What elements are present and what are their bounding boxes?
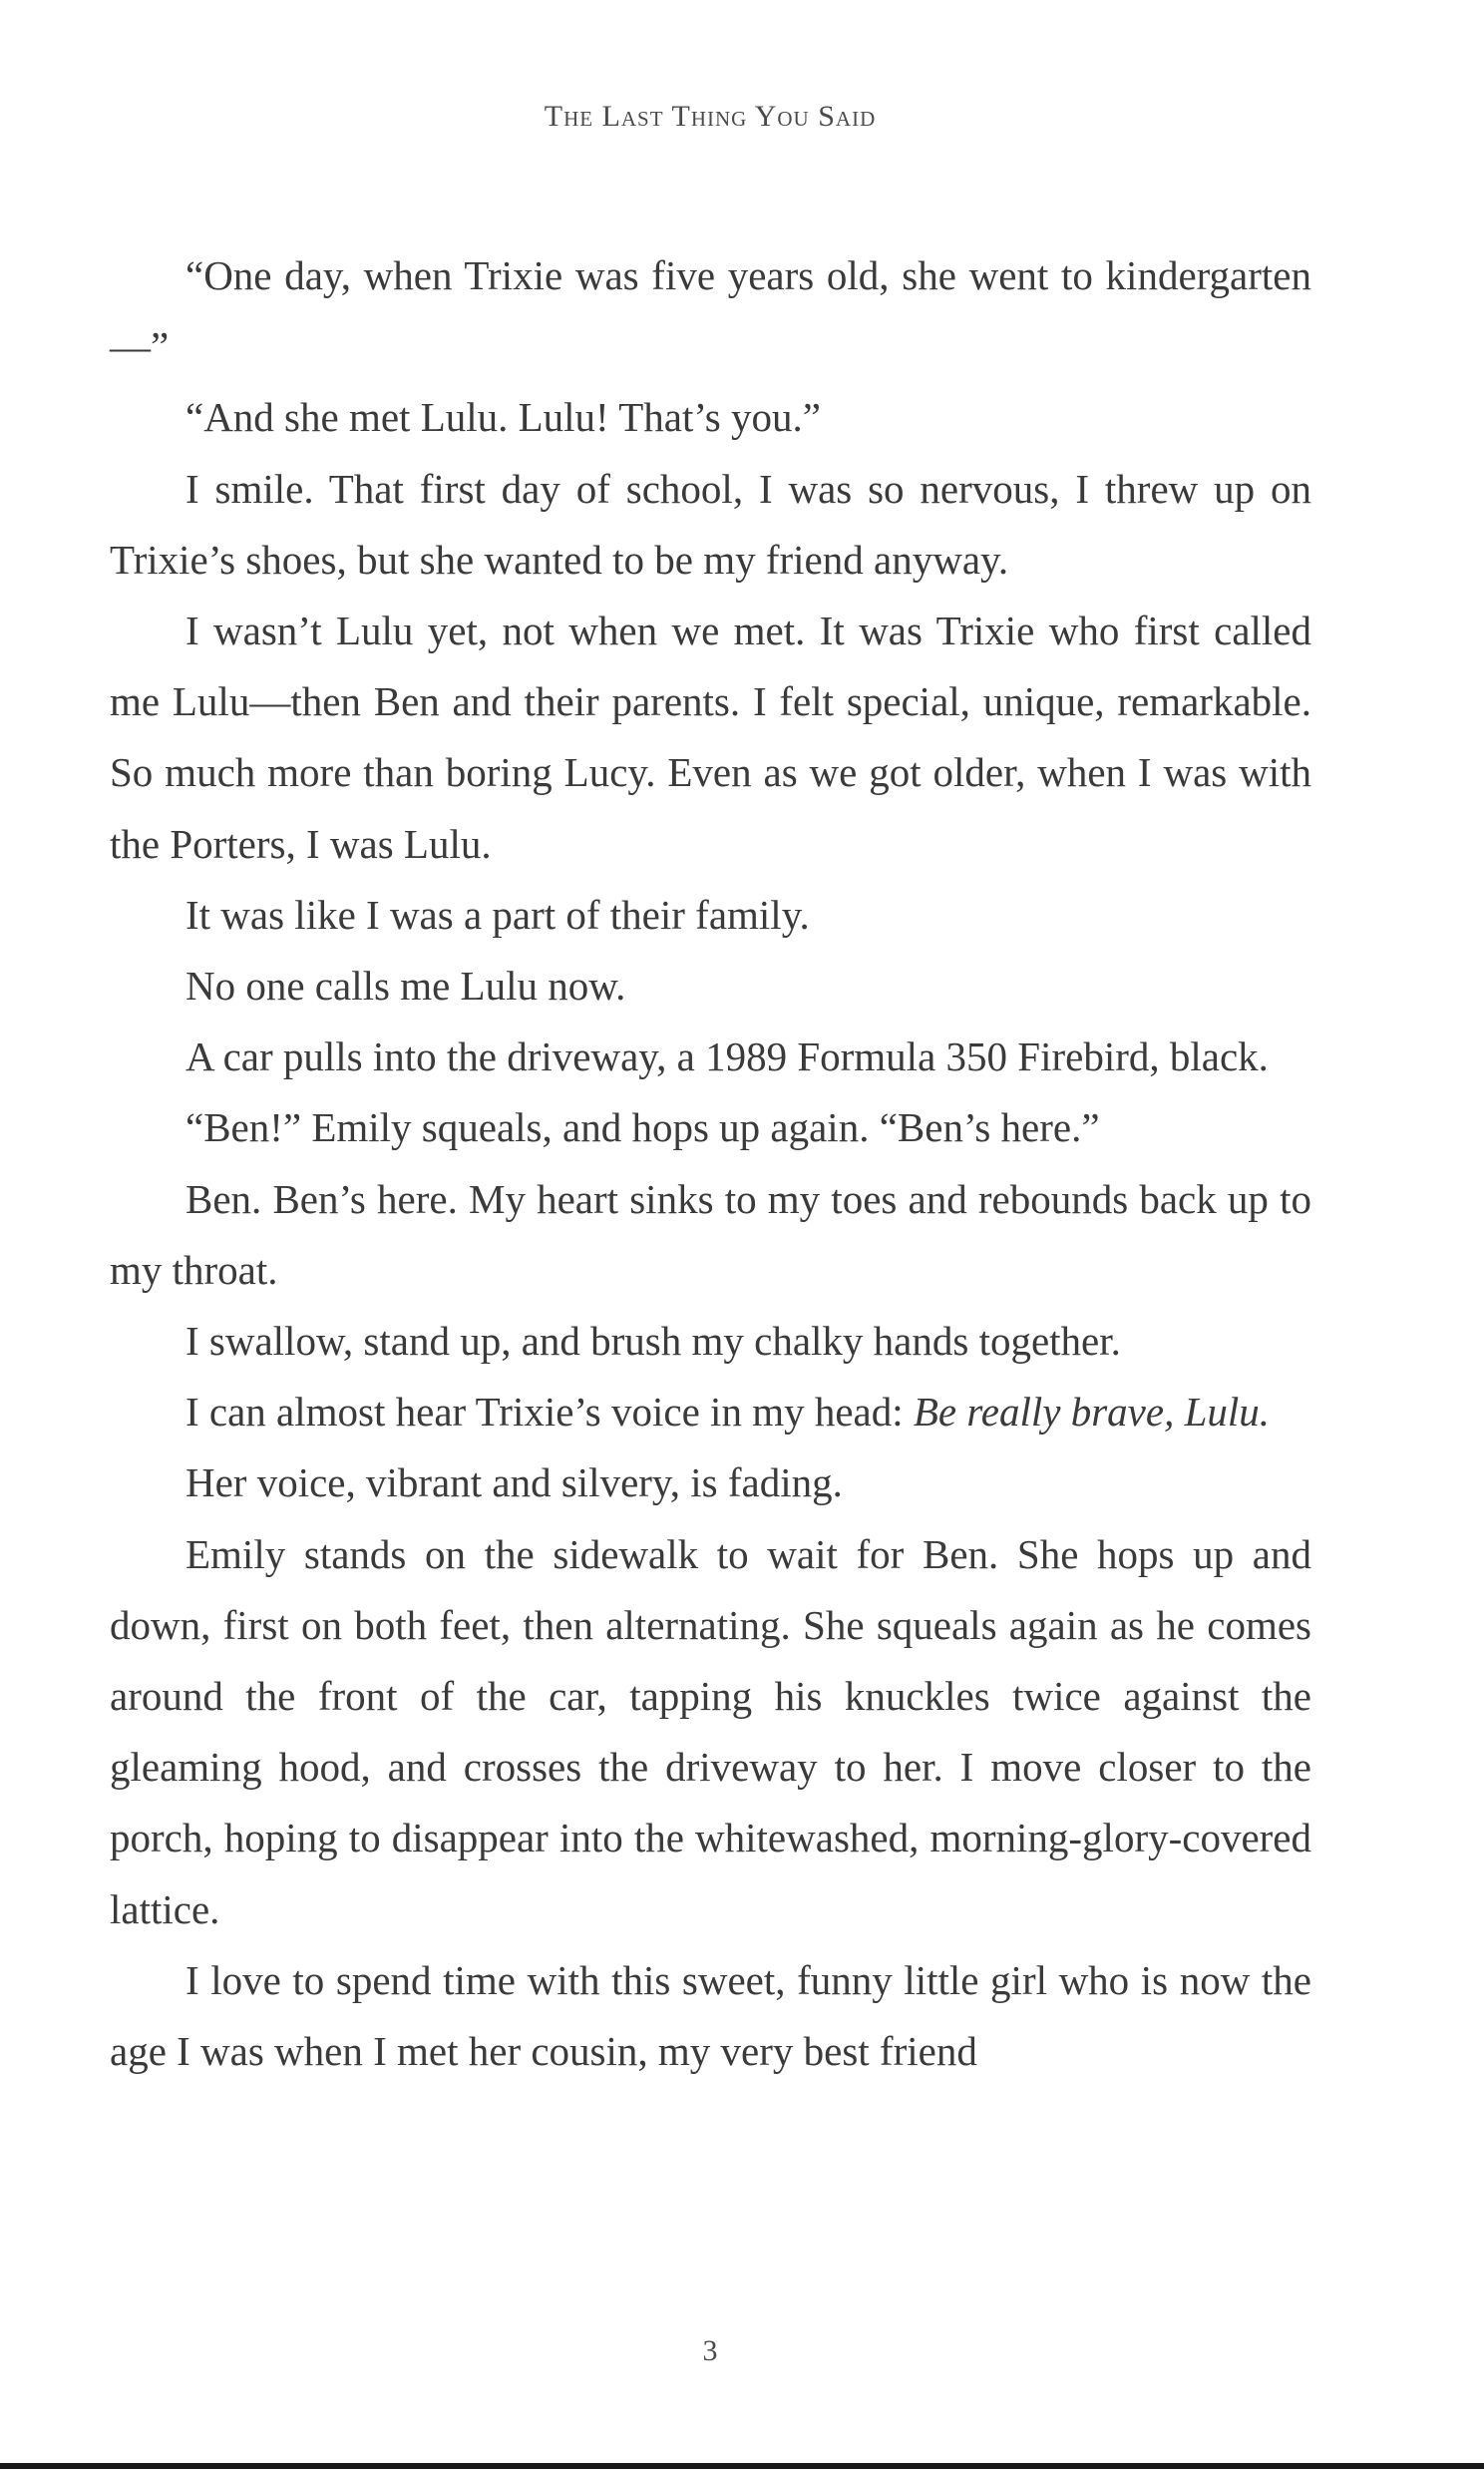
paragraph: “Ben!” Emily squeals, and hops up again. “Ben’s here.”	[186, 1104, 1100, 1151]
paragraph: Her voice, vibrant and silvery, is fading.	[186, 1459, 843, 1506]
paragraph: It was like I was a part of their family.	[186, 891, 810, 938]
paragraph: A car pulls into the driveway, a 1989 Formula 350 Firebird, black.	[186, 1033, 1269, 1080]
paragraph: “And she met Lulu. Lulu! That’s you.”	[186, 394, 821, 441]
paragraph: I swallow, stand up, and brush my chalky hands together.	[186, 1318, 1121, 1365]
scan-edge-divider	[0, 2463, 1484, 2469]
paragraph: Emily stands on the sidewalk to wait for Ben. She hops up and down, first on both feet, then alternating. She squeals again as he comes around the front of the car, tapping his knuckles twice against the gleaming hood, and crosses the driveway to her. I move closer to the porch, hoping to disappear into the whitewashed, morning-glory-covered lattice.	[110, 1530, 1311, 1932]
body-text	[110, 240, 1311, 2087]
paragraph: “One day, when Trixie was five years old, she went to kindergarten—”	[110, 252, 1311, 370]
paragraph: I love to spend time with this sweet, funny little girl who is now the age I was when I met her cousin, my very best friend	[110, 1956, 1311, 2075]
paragraph-text: I can almost hear Trixie’s voice in my head:	[186, 1389, 914, 1436]
paragraph: I smile. That first day of school, I was so nervous, I threw up on Trixie’s shoes, but she wanted to be my friend anyway.	[110, 465, 1311, 583]
running-head: The Last Thing You Said	[544, 100, 877, 133]
paragraph: I wasn’t Lulu yet, not when we met. It was Trixie who first called me Lulu—then Ben and their parents. I felt special, unique, remarkable. So much more than boring Lucy. Even as we got older, when I was with the Porters, I was Lulu.	[110, 608, 1311, 867]
paragraph	[110, 1377, 1311, 1447]
paragraph: Ben. Ben’s here. My heart sinks to my toes and rebounds back up to my throat.	[110, 1175, 1311, 1293]
page-number: 3	[702, 2334, 718, 2367]
italic-thought: Be really brave, Lulu.	[913, 1389, 1271, 1436]
paragraph: No one calls me Lulu now.	[186, 963, 626, 1010]
